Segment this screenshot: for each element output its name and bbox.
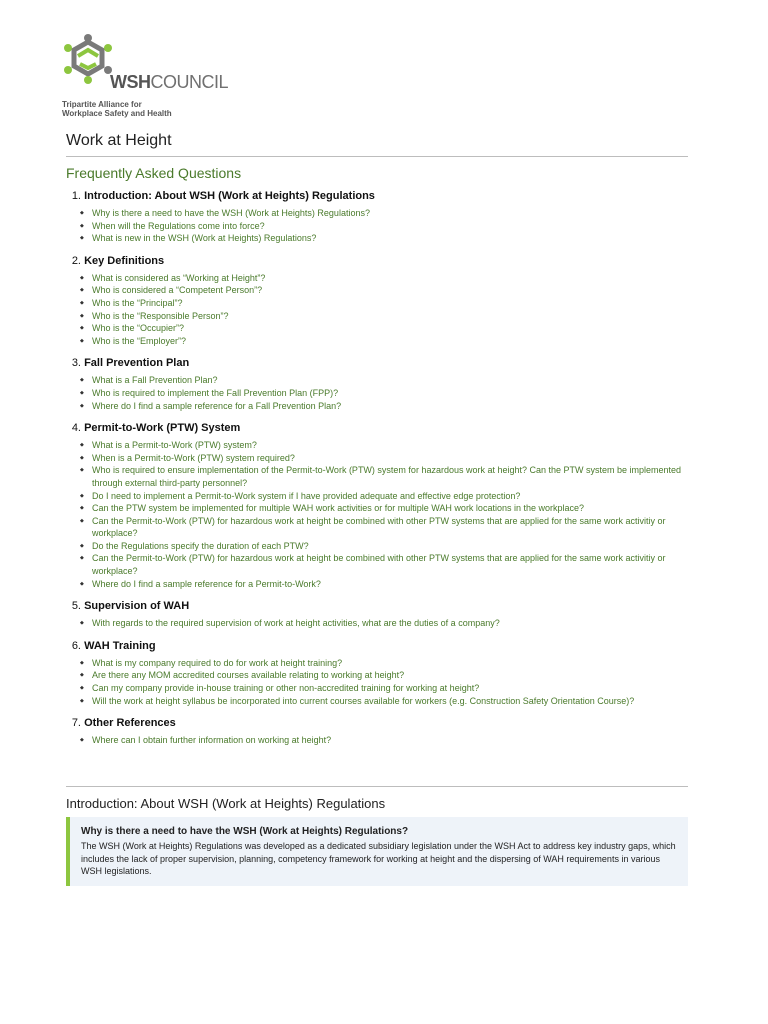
wsh-council-logo[interactable] (58, 32, 228, 122)
faq-question-link[interactable]: ◆ With regards to the required supervision of work at height activities, what are the duties of a company? (92, 617, 688, 630)
faq-section-number: 5. (71, 600, 81, 613)
faq-question-link[interactable]: ◆ Where do I find a sample reference for a Fall Prevention Plan? (92, 400, 688, 413)
faq-section (66, 356, 688, 412)
faq-section-title: Introduction: About WSH (Work at Heights) Regulations (84, 190, 375, 202)
page-title: Work at Height (66, 132, 172, 149)
faq-section-title: Other References (84, 717, 176, 730)
faq-question-list (66, 207, 688, 245)
faq-question-list (66, 272, 688, 348)
faq-question-link[interactable]: ◆ Are there any MOM accredited courses available relating to working at height? (92, 669, 688, 682)
faq-question-link[interactable]: ◆ Do I need to implement a Permit-to-Work system if I have provided adequate and effective edge protection? (92, 490, 688, 503)
faq-question-link[interactable]: ◆ Why is there a need to have the WSH (Work at Heights) Regulations? (92, 207, 688, 220)
faq-question-link[interactable]: ◆ Can my company provide in-house training or other non-accredited training for working at height? (92, 682, 688, 695)
faq-question-list (66, 374, 688, 412)
faq-question-link[interactable]: ◆ Who is required to implement the Fall Prevention Plan (FPP)? (92, 387, 688, 400)
faq-section-title: Key Definitions (84, 254, 165, 267)
faq-question-link[interactable]: ◆ Can the PTW system be implemented for multiple WAH work activities or for multiple WAH work locations in the workplace? (92, 502, 688, 515)
faq-section-heading (66, 189, 688, 203)
faq-question-link[interactable]: ◆ What is new in the WSH (Work at Heights) Regulations? (92, 232, 688, 245)
faq-section-heading (66, 356, 688, 370)
faq-section-number: 7. (71, 717, 81, 730)
faq-section-number: 3. (71, 357, 81, 370)
faq-section (66, 639, 688, 707)
faq-section-number: 1. (71, 190, 81, 202)
intro-section-heading: Introduction: About WSH (Work at Heights) Regulations (66, 796, 386, 811)
faq-question-list (66, 617, 688, 630)
faq-question-link[interactable]: ◆ What is considered as “Working at Height”? (92, 272, 688, 285)
faq-question-link[interactable]: ◆ When is a Permit-to-Work (PTW) system required? (92, 452, 688, 465)
faq-section-title: Supervision of WAH (84, 600, 190, 613)
faq-question-list (66, 657, 688, 707)
faq-section-heading (66, 254, 688, 268)
faq-question-list (66, 439, 688, 590)
faq-section (66, 254, 688, 348)
faq-question-link[interactable]: ◆ Who is the “Responsible Person”? (92, 310, 688, 323)
faq-question-link[interactable]: ◆ When will the Regulations come into force? (92, 220, 688, 233)
faq-section-title: Fall Prevention Plan (84, 357, 190, 370)
title-divider (66, 156, 688, 157)
faq-question-link[interactable]: ◆ What is a Permit-to-Work (PTW) system? (92, 439, 688, 452)
logo-tagline (62, 100, 202, 118)
faq-question-link[interactable]: ◆ Who is the “Principal”? (92, 297, 688, 310)
faq-section-title: WAH Training (84, 639, 156, 652)
faq-section-heading (66, 716, 688, 730)
faq-question-link[interactable]: ◆ Will the work at height syllabus be incorporated into current courses available for workers (e.g. Construction Safety Orientation Course)? (92, 695, 688, 708)
logo-wordmark-rest: COUNCIL (150, 72, 229, 92)
faq-question-link[interactable]: ◆ Can the Permit-to-Work (PTW) for hazardous work at height be combined with other PTW systems that are applied for the same work activitiy or workplace? (92, 552, 688, 577)
faq-section (66, 716, 688, 747)
faq-section-number: 2. (71, 254, 81, 267)
section-divider (66, 786, 688, 787)
faq-table-of-contents (66, 189, 688, 756)
logo-wordmark-bold: WSH (110, 72, 151, 92)
logo-tagline-line-2: Workplace Safety and Health (62, 109, 172, 118)
faq-section-heading (66, 599, 688, 613)
faq-section-number: 6. (71, 639, 81, 652)
faq-section-heading (66, 639, 688, 653)
faq-question-link[interactable]: ◆ Who is required to ensure implementation of the Permit-to-Work (PTW) system for hazardous work at height? Can the PTW system be implemented through external third-party personnel? (92, 464, 688, 489)
faq-section-heading (66, 421, 688, 435)
faq-question-link[interactable]: ◆ Where can I obtain further information on working at height? (92, 734, 688, 747)
faq-section-number: 4. (71, 422, 81, 435)
faq-question-link[interactable]: ◆ Who is considered a “Competent Person”? (92, 284, 688, 297)
faq-question-link[interactable]: ◆ Who is the “Occupier”? (92, 322, 688, 335)
faq-answer-question: Why is there a need to have the WSH (Work at Heights) Regulations? (81, 826, 409, 837)
faq-section (66, 599, 688, 630)
faq-answer-callout (66, 817, 688, 886)
faq-heading: Frequently Asked Questions (66, 165, 242, 181)
faq-section (66, 421, 688, 590)
faq-question-link[interactable]: ◆ What is a Fall Prevention Plan? (92, 374, 688, 387)
faq-question-link[interactable]: ◆ Can the Permit-to-Work (PTW) for hazardous work at height be combined with other PTW systems that are applied for the same work activitiy or workplace? (92, 515, 688, 540)
faq-question-link[interactable]: ◆ What is my company required to do for work at height training? (92, 657, 688, 670)
faq-question-link[interactable]: ◆ Do the Regulations specify the duration of each PTW? (92, 540, 688, 553)
logo-wordmark (110, 72, 228, 93)
faq-question-link[interactable]: ◆ Who is the “Employer”? (92, 335, 688, 348)
faq-answer-text: The WSH (Work at Heights) Regulations was developed as a dedicated subsidiary legislation under the WSH Act to address key industry gaps, which includes the lack of proper supervision, planning, competency framework for working at height and the dispersing of WAH requirements in various WSH legislations. (81, 841, 676, 877)
faq-question-link[interactable]: ◆ Where do I find a sample reference for a Permit-to-Work? (92, 578, 688, 591)
logo-tagline-line-1: Tripartite Alliance for (62, 100, 142, 109)
wsh-council-emblem-icon (58, 32, 118, 92)
faq-section (66, 189, 688, 245)
faq-section-title: Permit-to-Work (PTW) System (84, 422, 241, 435)
faq-question-list (66, 734, 688, 747)
